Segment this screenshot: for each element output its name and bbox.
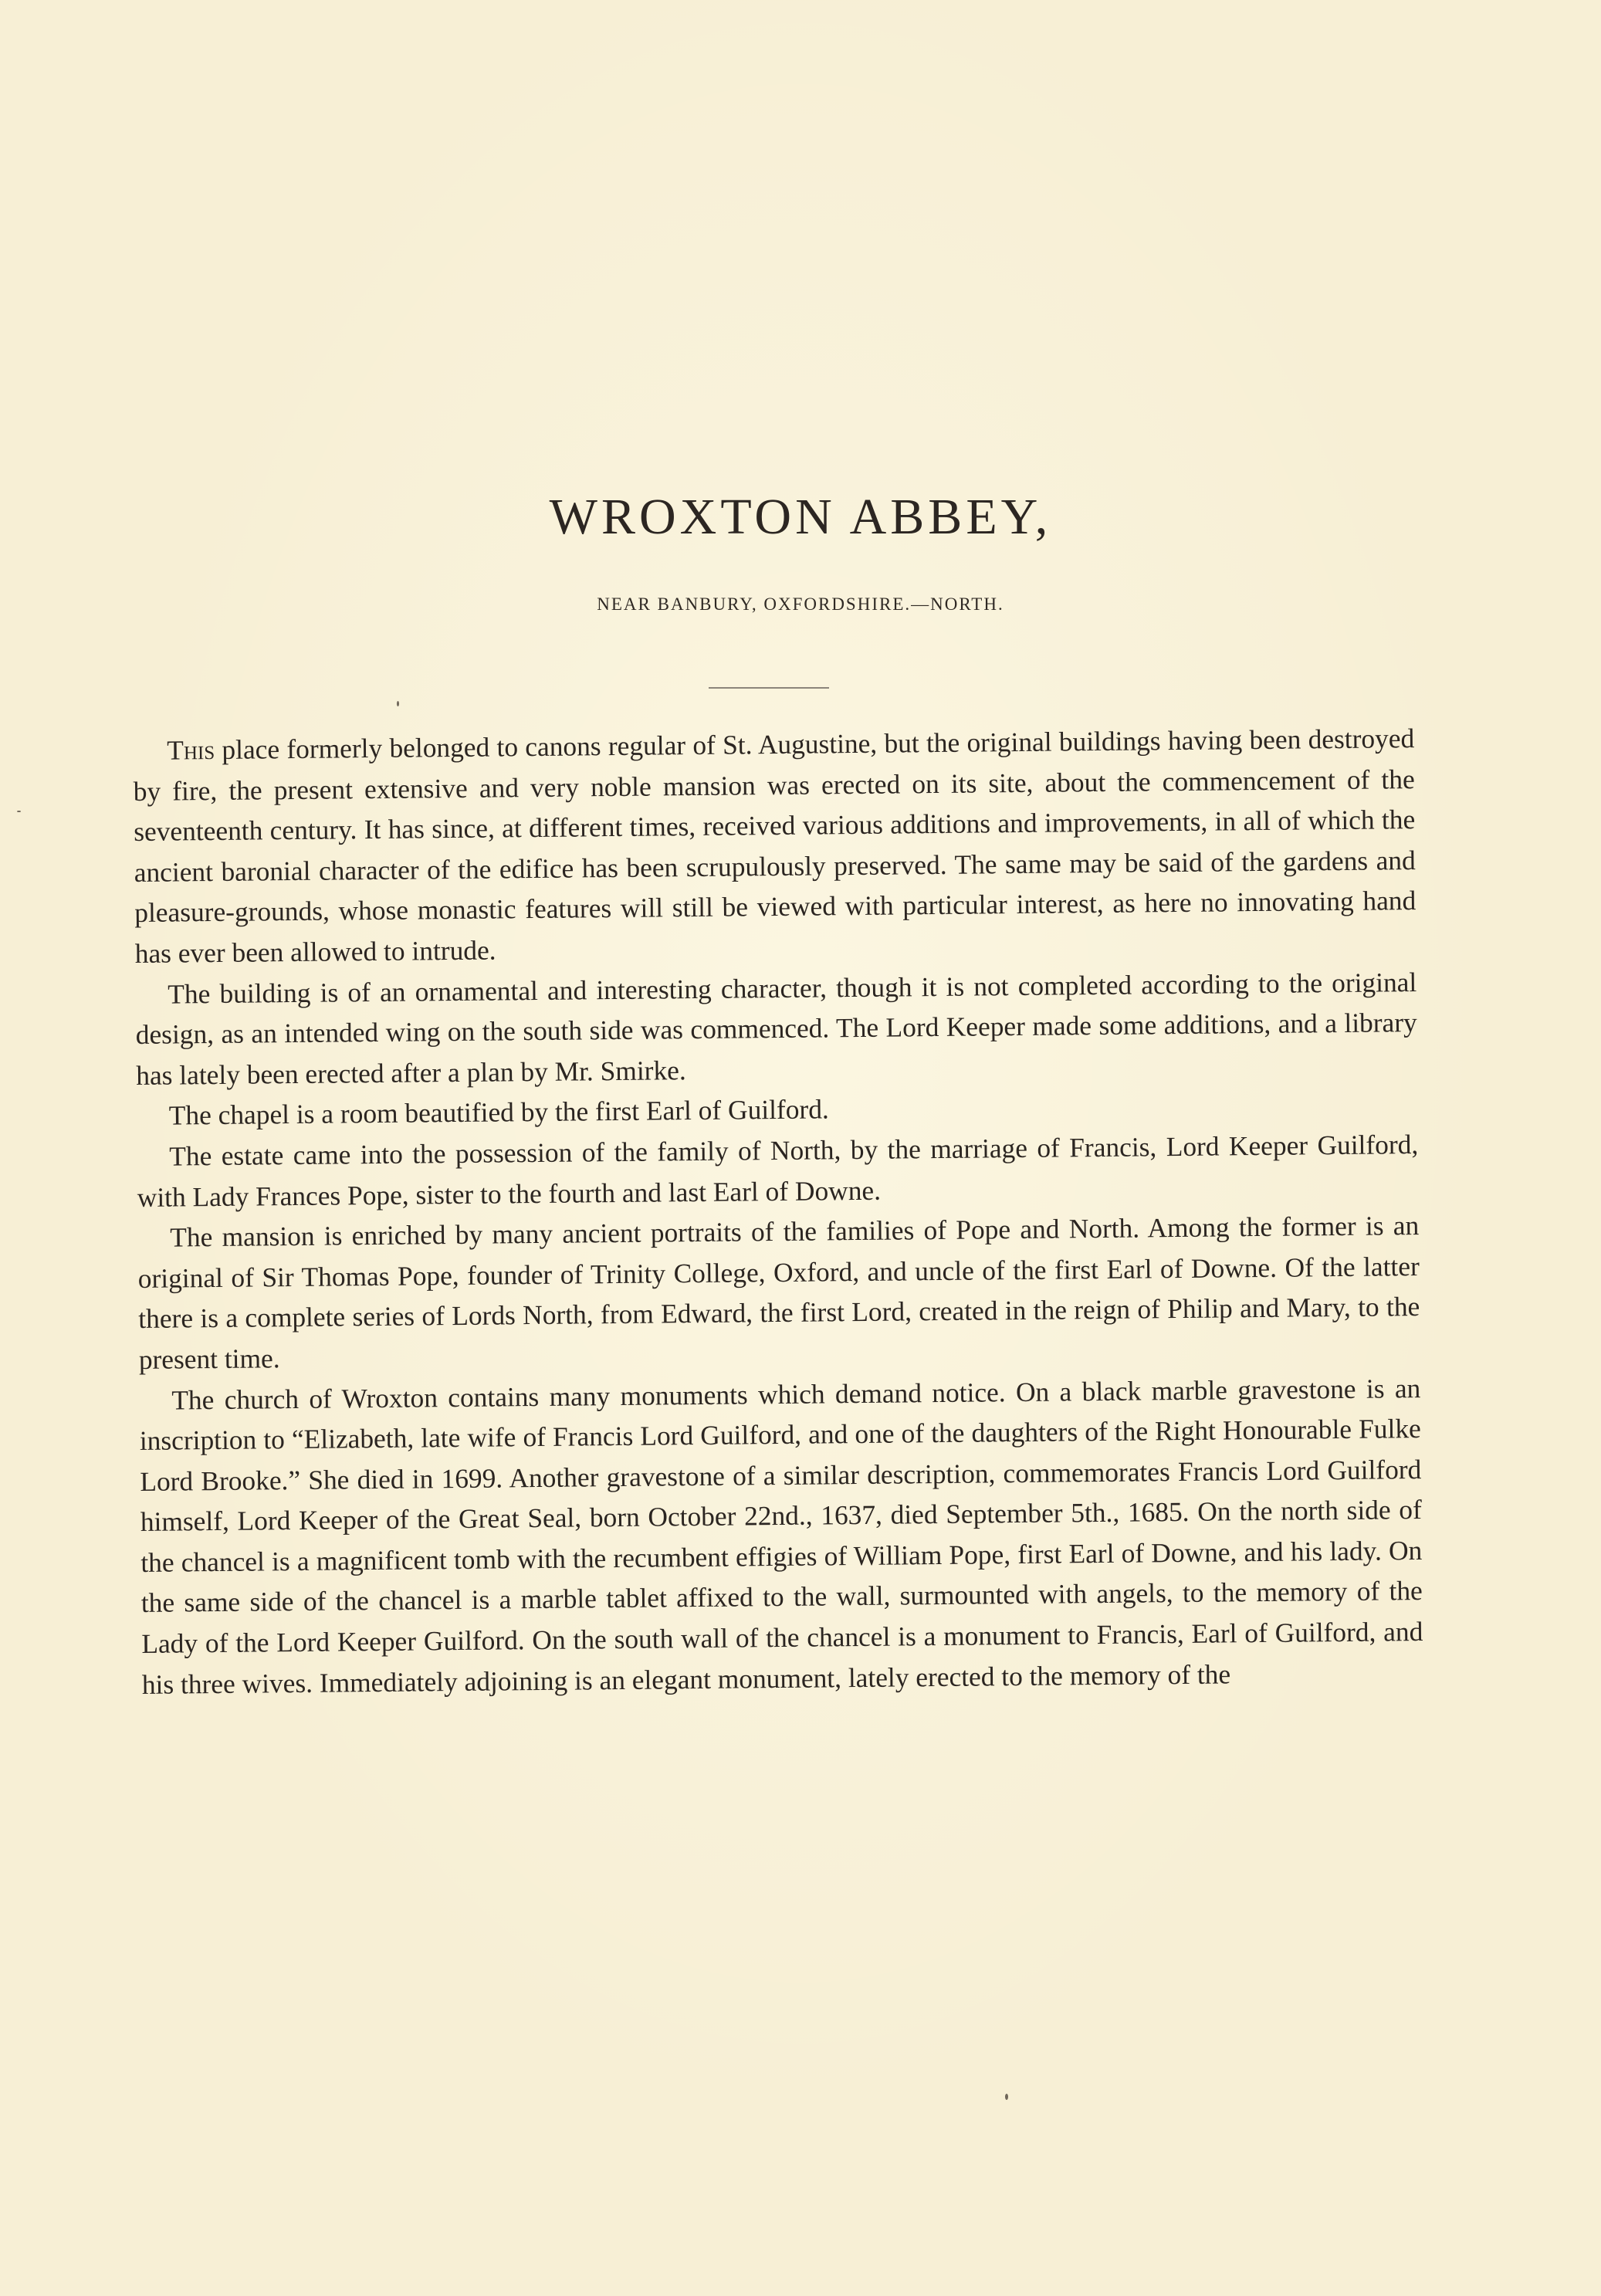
paragraph-6: The church of Wroxton contains many monuments which demand notice. On a black marble gravestone is an inscription to “Elizabeth, late wife of Francis Lord Guilford, and one of the daughters of the Right Honourable Fulke Lord Brooke.” She died in 1699. Another gravestone of a similar description, commemorates Francis Lord Guilford himself, Lord Keeper of the Great Seal, born October 22nd., 1637, died September 5th., 1685. On the north side of the chancel is a magnificent tomb with the recumbent effigies of William Pope, first Earl of Downe, and his lady. On the same side of the chancel is a marble tablet affixed to the wall, surmounted with angels, to the memory of the Lady of the Lord Keeper Guilford. On the south wall of the chancel is a monument to Francis, Earl of Guilford, and his three wives. Immediately adjoining is an elegant monument, lately erected to the memory of the — [139, 1372, 1423, 1700]
drop-lead-word: This — [167, 733, 215, 766]
body-text — [133, 718, 1423, 1705]
page-subtitle: NEAR BANBURY, OXFORDSHIRE.—NORTH. — [597, 594, 1004, 614]
speck — [1005, 2094, 1008, 2100]
speck — [17, 811, 21, 812]
paragraph-1 — [133, 718, 1417, 974]
speck — [397, 701, 399, 706]
paragraph-1-text: place formerly belonged to canons regular of St. Augustine, but the original buildings having been destroyed by fire, the present extensive and very noble mansion was erected on its site, about the commencement of the seventeenth century. It has since, at different times, received various additions and improvements, in all of which the ancient baronial character of the edifice has been scrupulously preserved. The same may be said of the gardens and pleasure-grounds, whose monastic features will still be viewed with particular interest, as here no innovating hand has ever been allowed to intrude. — [133, 723, 1417, 969]
paragraph-3: The chapel is a room beautified by the first Earl of Guilford. — [168, 1093, 829, 1131]
title-divider — [709, 687, 829, 689]
paragraph-5: The mansion is enriched by many ancient portraits of the families of Pope and North. Among the former is an original of Sir Thomas Pope, founder of Trinity College, Oxford, and uncle of the first Earl of Downe. Of the latter there is a complete series of Lords North, from Edward, the first Lord, created in the reign of Philip and Mary, to the present time. — [137, 1210, 1420, 1375]
paragraph-4: The estate came into the possession of the family of North, by the marriage of Francis, Lord Keeper Guilford, with Lady Frances Pope, sister to the fourth and last Earl of Downe. — [137, 1128, 1419, 1213]
page-title: WROXTON ABBEY, — [549, 489, 1052, 545]
paragraph-2: The building is of an ornamental and interesting character, though it is not completed according to the original design, as an intended wing on the south side was commenced. The Lord Keeper made some additions, and a library has lately been erected after a plan by Mr. Smirke. — [135, 966, 1417, 1091]
